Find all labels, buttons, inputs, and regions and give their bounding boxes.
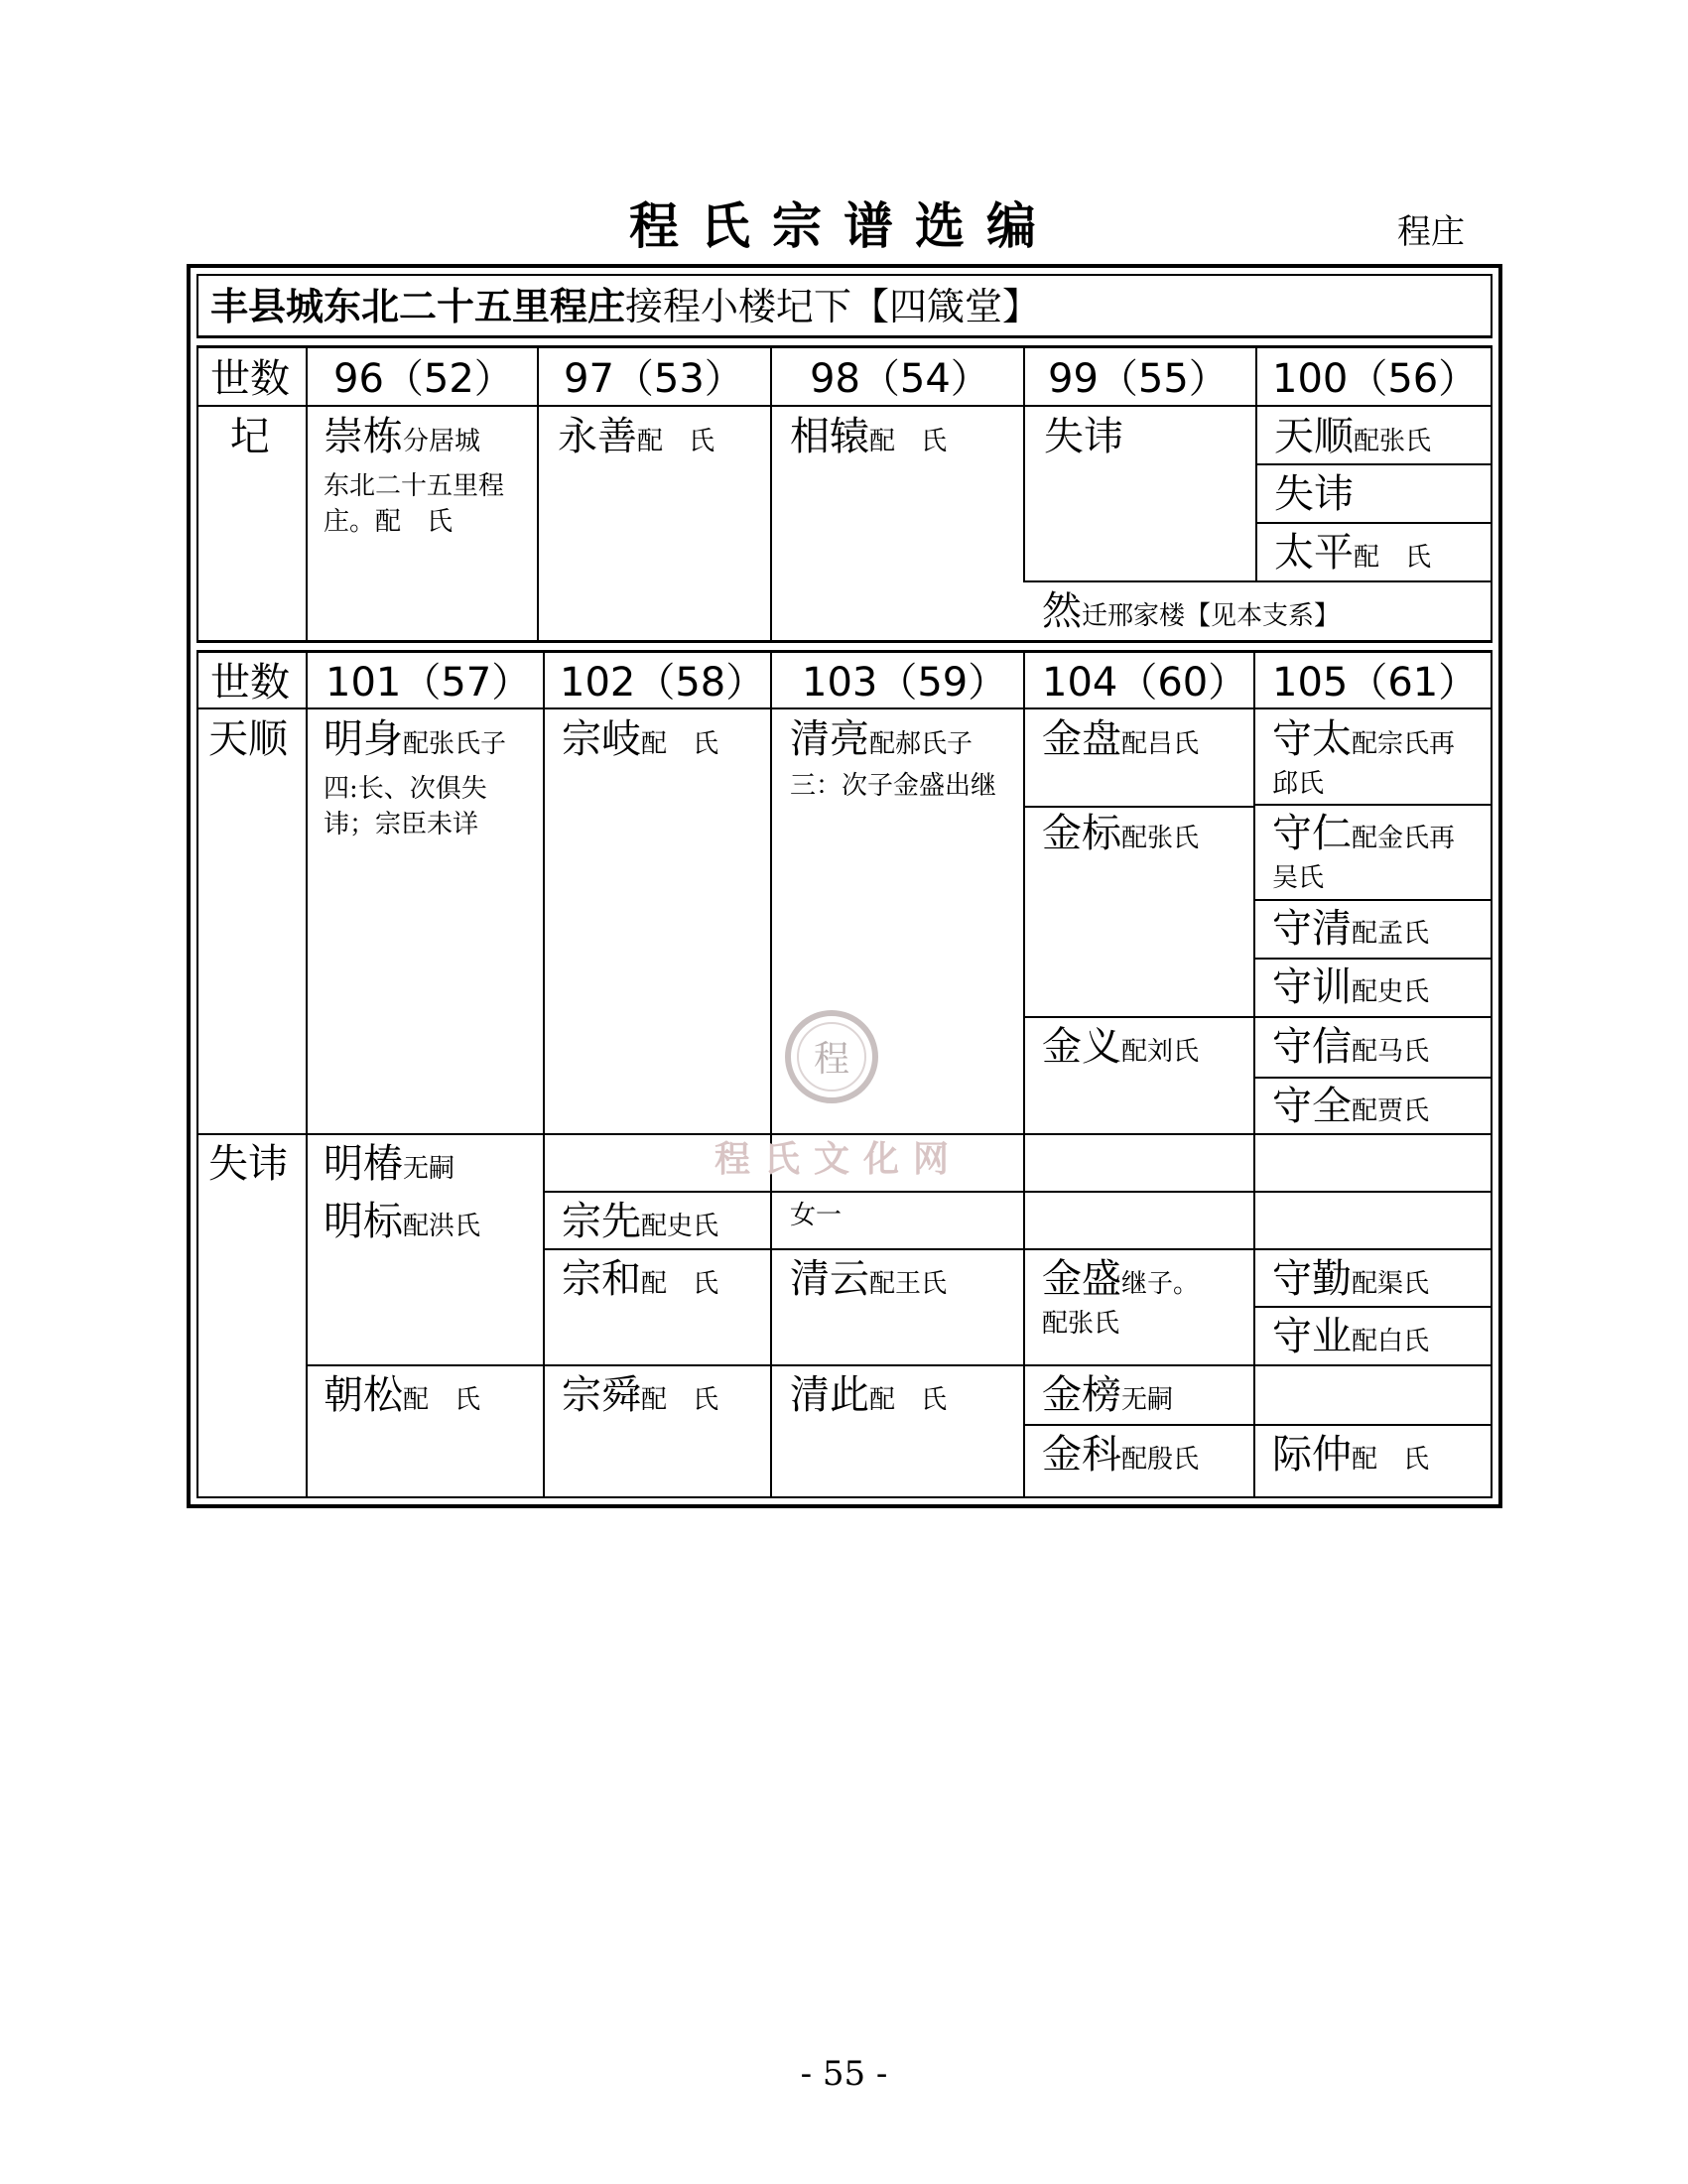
grid-line: [543, 1248, 1493, 1250]
person-name: 守训: [1272, 964, 1352, 1010]
generation-105: 105（61）: [1272, 660, 1479, 706]
person-note: 迁邢家楼【见本支系】: [1082, 601, 1341, 631]
person-note: 配刘氏: [1121, 1037, 1200, 1067]
generation-96: 96（52）: [333, 356, 514, 402]
person-note: 配郝氏子: [869, 729, 974, 759]
person-note: 配 氏: [869, 1385, 948, 1415]
person-jinsheng: [1042, 1256, 1200, 1302]
person-unnamed-100: 失讳: [1274, 471, 1354, 517]
person-note: 配 氏: [641, 1385, 719, 1415]
person-jinpan: [1042, 716, 1200, 762]
person-name: 金科: [1042, 1432, 1121, 1477]
person-jinbiao: [1042, 811, 1200, 856]
person-chongdong: [324, 414, 481, 459]
grid-line: [1253, 1306, 1493, 1308]
person-name: 金榜: [1042, 1372, 1121, 1418]
generation-101: 101（57）: [325, 660, 532, 706]
person-note: 配孟氏: [1352, 919, 1430, 949]
person-note: 无嗣: [403, 1154, 455, 1184]
person-jinsheng-detail: 配张氏: [1042, 1309, 1120, 1339]
person-qingliang: [790, 716, 974, 762]
person-jinke: [1042, 1432, 1200, 1477]
person-name: 永善: [558, 414, 637, 459]
person-note: 配 氏: [1354, 543, 1432, 573]
grid-line: [1023, 653, 1025, 1498]
grid-line: [306, 1364, 1493, 1366]
person-name: 金盛: [1042, 1256, 1121, 1302]
person-note: 配 氏: [641, 1269, 719, 1299]
person-qingliang-detail: 三：次子金盛出继: [790, 771, 997, 801]
person-jinyi: [1042, 1024, 1200, 1070]
person-name: 际仲: [1272, 1432, 1352, 1477]
person-name: 守全: [1272, 1084, 1352, 1129]
person-note: 分居城: [403, 427, 481, 456]
person-zonghe: [562, 1256, 719, 1302]
person-note: 配 氏: [403, 1385, 481, 1415]
grid-line: [1255, 522, 1493, 524]
generation-98: 98（54）: [810, 356, 990, 402]
grid-line: [770, 348, 772, 640]
person-shouren-detail: 吴氏: [1272, 863, 1325, 893]
person-note: 配渠氏: [1352, 1269, 1430, 1299]
person-note: 配金氏再: [1352, 824, 1456, 853]
person-name: 守清: [1272, 906, 1352, 952]
person-note: 配张氏: [1354, 427, 1432, 456]
person-name: 明椿: [324, 1141, 403, 1187]
grid-line: [306, 348, 308, 640]
person-xiangyuan: [790, 414, 948, 459]
person-name: 明身: [324, 716, 403, 762]
person-name: 清此: [790, 1372, 869, 1418]
person-note: 配洪氏: [403, 1212, 481, 1241]
person-zongqi: [562, 716, 719, 762]
person-note: 配史氏: [641, 1212, 719, 1241]
location-label: 程庄: [1397, 212, 1465, 252]
person-shouren: [1272, 811, 1456, 856]
person-mingchun: [324, 1141, 455, 1187]
grid-line: [306, 653, 308, 1498]
grid-line: [1253, 804, 1493, 806]
generation-99: 99（55）: [1048, 356, 1229, 402]
title-separator: [196, 335, 1493, 348]
grid-line: [1255, 463, 1493, 465]
person-shouquan: [1272, 1084, 1430, 1129]
person-name: 天顺: [1274, 414, 1354, 459]
person-note: 配贾氏: [1352, 1096, 1430, 1126]
person-shouxin: [1272, 1024, 1430, 1070]
grid-line: [1253, 958, 1493, 960]
person-note: 配 氏: [637, 427, 715, 456]
grid-line: [537, 348, 539, 640]
person-name: 金义: [1042, 1024, 1121, 1070]
person-name: 朝松: [324, 1372, 403, 1418]
section2-row-label-tianshun: 天顺: [208, 716, 288, 762]
grid-line: [543, 1191, 1493, 1193]
person-shouxun: [1272, 964, 1430, 1010]
person-name: 守业: [1272, 1314, 1352, 1359]
generation-97: 97（53）: [564, 356, 744, 402]
person-name: 宗舜: [562, 1372, 641, 1418]
page-number: - 55 -: [800, 2054, 888, 2094]
person-note: 配 氏: [869, 427, 948, 456]
person-note: 无嗣: [1121, 1385, 1174, 1415]
person-unnamed-99: 失讳: [1044, 414, 1123, 459]
person-name: 金标: [1042, 811, 1121, 856]
person-zongxian: [562, 1199, 719, 1244]
person-name: 守太: [1272, 716, 1352, 762]
grid-line: [770, 653, 772, 1498]
person-tianshun: [1274, 414, 1432, 459]
grid-line: [1253, 1077, 1493, 1079]
page-title: 程氏宗谱选编: [629, 196, 1058, 255]
person-name: 相辕: [790, 414, 869, 459]
section2-label-header: 世数: [210, 660, 290, 706]
person-note: 配殷氏: [1121, 1445, 1200, 1475]
grid-line: [1023, 348, 1025, 582]
person-note: 配白氏: [1352, 1327, 1430, 1356]
generation-104: 104（60）: [1042, 660, 1248, 706]
person-name: 然: [1042, 588, 1082, 634]
person-note: 继子。: [1121, 1269, 1200, 1299]
grid-line: [196, 405, 1493, 407]
grid-line: [543, 653, 545, 1498]
person-nvyi: 女一: [790, 1201, 843, 1230]
section1-label-header: 世数: [210, 356, 290, 402]
generation-103: 103（59）: [802, 660, 1008, 706]
watermark-seal-icon: [782, 1007, 881, 1106]
person-name: 守信: [1272, 1024, 1352, 1070]
person-note: 配马氏: [1352, 1037, 1430, 1067]
person-taiping: [1274, 530, 1432, 576]
person-note: 配王氏: [869, 1269, 948, 1299]
person-name: 清亮: [790, 716, 869, 762]
person-chongdong-detail: 东北二十五里程庄。配 氏: [324, 471, 505, 537]
section-separator: [196, 640, 1493, 653]
person-yongshan: [558, 414, 715, 459]
grid-line: [1023, 1424, 1493, 1426]
grid-line: [1023, 1016, 1493, 1018]
grid-line: [1023, 806, 1253, 808]
section1-row-label: 圮: [230, 414, 270, 459]
person-name: 守勤: [1272, 1256, 1352, 1302]
person-name: 守仁: [1272, 811, 1352, 856]
table-title-branch: 接程小楼圮下【四箴堂】: [625, 285, 1041, 328]
table-title: [210, 284, 1041, 328]
grid-line: [1023, 580, 1493, 582]
person-mingshen-detail: 四:长、次俱失讳；宗臣未详: [324, 774, 487, 839]
person-jinbang: [1042, 1372, 1174, 1418]
seal-text: 程: [813, 1039, 850, 1080]
person-shoutai-detail: 邱氏: [1272, 769, 1325, 799]
person-note: 配史氏: [1352, 977, 1430, 1007]
grid-line: [1253, 899, 1493, 901]
person-ran: [1042, 588, 1341, 634]
section2-row-label-shihui: 失讳: [208, 1141, 288, 1187]
person-name: 宗和: [562, 1256, 641, 1302]
grid-line: [196, 707, 1493, 709]
person-note: 配 氏: [641, 729, 719, 759]
person-mingbiao: [324, 1199, 481, 1244]
person-note: 配张氏: [1121, 824, 1200, 853]
person-name: 宗岐: [562, 716, 641, 762]
person-note: 配吕氏: [1121, 729, 1200, 759]
person-mingshen: [324, 716, 507, 762]
person-zongshun: [562, 1372, 719, 1418]
watermark-text: 程氏文化网: [714, 1138, 964, 1180]
person-name: 清云: [790, 1256, 869, 1302]
person-name: 金盘: [1042, 716, 1121, 762]
person-name: 宗先: [562, 1199, 641, 1244]
person-name: 太平: [1274, 530, 1354, 576]
generation-102: 102（58）: [560, 660, 766, 706]
grid-line: [1255, 348, 1257, 582]
person-shouye: [1272, 1314, 1430, 1359]
person-qingci: [790, 1372, 948, 1418]
person-chaosong: [324, 1372, 481, 1418]
generation-100: 100（56）: [1272, 356, 1479, 402]
table-title-place: 丰县城东北二十五里程庄: [210, 284, 626, 328]
person-note: 配 氏: [1352, 1445, 1430, 1475]
person-qingyun: [790, 1256, 948, 1302]
person-shouqing: [1272, 906, 1430, 952]
person-note: 配宗氏再: [1352, 729, 1456, 759]
person-name: 崇栋: [324, 414, 403, 459]
person-name: 明标: [324, 1199, 403, 1244]
person-shoutai: [1272, 716, 1456, 762]
grid-line: [1253, 653, 1255, 1498]
person-note: 配张氏子: [403, 729, 507, 759]
person-jizhong: [1272, 1432, 1430, 1477]
person-shouqin: [1272, 1256, 1430, 1302]
